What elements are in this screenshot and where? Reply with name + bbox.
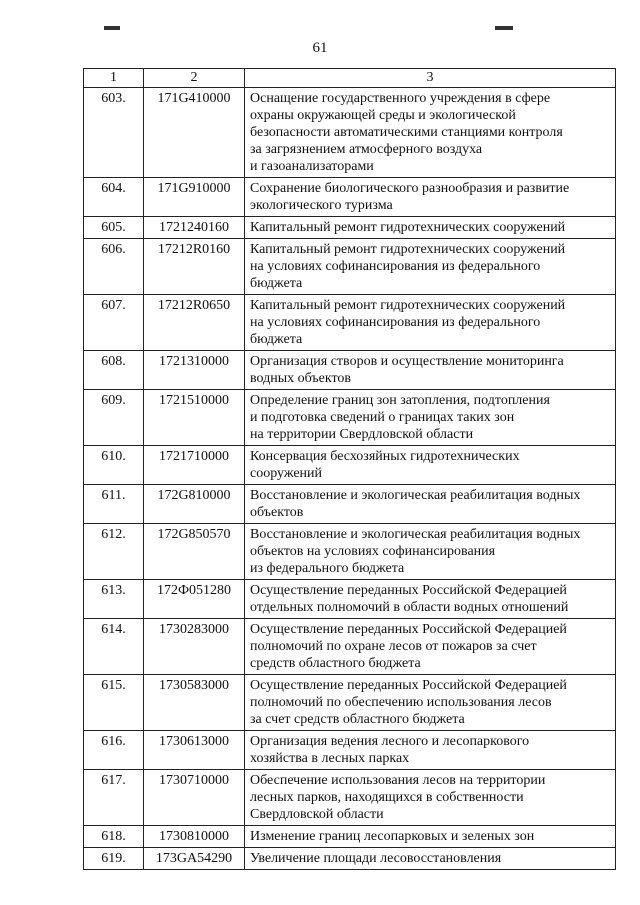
row-number: 606. (84, 239, 144, 295)
table-row (84, 580, 616, 619)
description-line: лесных парков, находящихся в собственности (250, 790, 524, 805)
table-body (84, 88, 616, 870)
table-row (84, 390, 616, 446)
description-line: хозяйства в лесных парках (250, 751, 410, 766)
budget-code: 1730283000 (144, 619, 245, 675)
scan-mark-left (104, 26, 120, 30)
description-line: Обеспечение использования лесов на территории (250, 773, 546, 788)
description-line: отдельных полномочий в области водных отношений (250, 600, 569, 615)
description-line: экологического туризма (250, 198, 393, 213)
row-number: 617. (84, 770, 144, 826)
description-line: сооружений (250, 466, 323, 481)
description-line: Сохранение биологического разнообразия и развитие (250, 181, 570, 196)
expense-description (245, 580, 616, 619)
description-line: за загрязнением атмосферного воздуха (250, 142, 483, 157)
description-line: Капитальный ремонт гидротехнических сооружений (250, 220, 566, 235)
table-row (84, 524, 616, 580)
description-line: Организация створов и осуществление мониторинга (250, 354, 564, 369)
expense-description (245, 826, 616, 848)
table-row (84, 217, 616, 239)
description-line: безопасности автоматическими станциями контроля (250, 125, 563, 140)
expense-description (245, 178, 616, 217)
description-line: и подготовка сведений о границах таких зон (250, 410, 515, 425)
expense-description (245, 217, 616, 239)
budget-code: 173GA54290 (144, 848, 245, 870)
budget-code: 1721310000 (144, 351, 245, 390)
budget-code: 1721240160 (144, 217, 245, 239)
row-number: 618. (84, 826, 144, 848)
table-header-row (84, 69, 616, 88)
table-row (84, 731, 616, 770)
description-line: и газоанализаторами (250, 159, 374, 174)
budget-code: 172G810000 (144, 485, 245, 524)
description-line: Осуществление переданных Российской Федерацией (250, 583, 567, 598)
budget-code: 1730613000 (144, 731, 245, 770)
budget-code: 1730710000 (144, 770, 245, 826)
row-number: 604. (84, 178, 144, 217)
description-line: Осуществление переданных Российской Федерацией (250, 622, 567, 637)
description-line: полномочий по обеспечению использования лесов (250, 695, 552, 710)
description-line: Восстановление и экологическая реабилитация водных (250, 527, 581, 542)
row-number: 613. (84, 580, 144, 619)
description-line: на территории Свердловской области (250, 427, 474, 442)
budget-classification-table (83, 68, 616, 870)
table-row (84, 351, 616, 390)
row-number: 615. (84, 675, 144, 731)
expense-description (245, 619, 616, 675)
expense-description (245, 351, 616, 390)
budget-code: 1721710000 (144, 446, 245, 485)
expense-description (245, 731, 616, 770)
row-number: 619. (84, 848, 144, 870)
description-line: Капитальный ремонт гидротехнических сооружений (250, 242, 566, 257)
table-row (84, 446, 616, 485)
table-row (84, 848, 616, 870)
table-row (84, 619, 616, 675)
expense-description (245, 390, 616, 446)
row-number: 605. (84, 217, 144, 239)
budget-code: 172Ф051280 (144, 580, 245, 619)
budget-code: 1721510000 (144, 390, 245, 446)
description-line: на условиях софинансирования из федерального (250, 259, 541, 274)
description-line: бюджета (250, 332, 303, 347)
row-number: 611. (84, 485, 144, 524)
description-line: Увеличение площади лесовосстановления (250, 851, 502, 866)
table-row (84, 88, 616, 178)
table-row (84, 485, 616, 524)
description-line: Изменение границ лесопарковых и зеленых зон (250, 829, 535, 844)
page-number: 61 (312, 40, 328, 56)
description-line: из федерального бюджета (250, 561, 405, 576)
description-line: Капитальный ремонт гидротехнических сооружений (250, 298, 566, 313)
column-header-3: 3 (245, 69, 616, 88)
expense-description (245, 485, 616, 524)
table-row (84, 770, 616, 826)
description-line: водных объектов (250, 371, 352, 386)
description-line: Организация ведения лесного и лесопаркового (250, 734, 530, 749)
expense-description (245, 770, 616, 826)
description-line: Восстановление и экологическая реабилитация водных (250, 488, 581, 503)
scan-mark-right (495, 26, 513, 30)
table-row (84, 675, 616, 731)
description-line: бюджета (250, 276, 303, 291)
budget-code: 171G910000 (144, 178, 245, 217)
description-line: Консервация бесхозяйных гидротехнических (250, 449, 520, 464)
row-number: 614. (84, 619, 144, 675)
row-number: 610. (84, 446, 144, 485)
description-line: на условиях софинансирования из федерального (250, 315, 541, 330)
description-line: полномочий по охране лесов от пожаров за счет (250, 639, 537, 654)
row-number: 607. (84, 295, 144, 351)
description-line: объектов на условиях софинансирования (250, 544, 496, 559)
table-row (84, 826, 616, 848)
row-number: 612. (84, 524, 144, 580)
table-row (84, 239, 616, 295)
expense-description (245, 88, 616, 178)
description-line: охраны окружающей среды и экологической (250, 108, 516, 123)
budget-code: 172G850570 (144, 524, 245, 580)
description-line: Оснащение государственного учреждения в сфере (250, 91, 551, 106)
budget-code: 17212R0160 (144, 239, 245, 295)
expense-description (245, 848, 616, 870)
table-row (84, 295, 616, 351)
expense-description (245, 675, 616, 731)
description-line: объектов (250, 505, 304, 520)
expense-description (245, 446, 616, 485)
expense-description (245, 239, 616, 295)
row-number: 608. (84, 351, 144, 390)
description-line: Свердловской области (250, 807, 384, 822)
row-number: 616. (84, 731, 144, 770)
column-header-2: 2 (144, 69, 245, 88)
expense-description (245, 295, 616, 351)
expense-description (245, 524, 616, 580)
row-number: 609. (84, 390, 144, 446)
budget-code: 1730810000 (144, 826, 245, 848)
budget-code: 171G410000 (144, 88, 245, 178)
budget-code: 1730583000 (144, 675, 245, 731)
description-line: Определение границ зон затопления, подтопления (250, 393, 550, 408)
description-line: Осуществление переданных Российской Федерацией (250, 678, 567, 693)
table-row (84, 178, 616, 217)
description-line: средств областного бюджета (250, 656, 421, 671)
column-header-1: 1 (84, 69, 144, 88)
budget-code: 17212R0650 (144, 295, 245, 351)
row-number: 603. (84, 88, 144, 178)
description-line: за счет средств областного бюджета (250, 712, 465, 727)
